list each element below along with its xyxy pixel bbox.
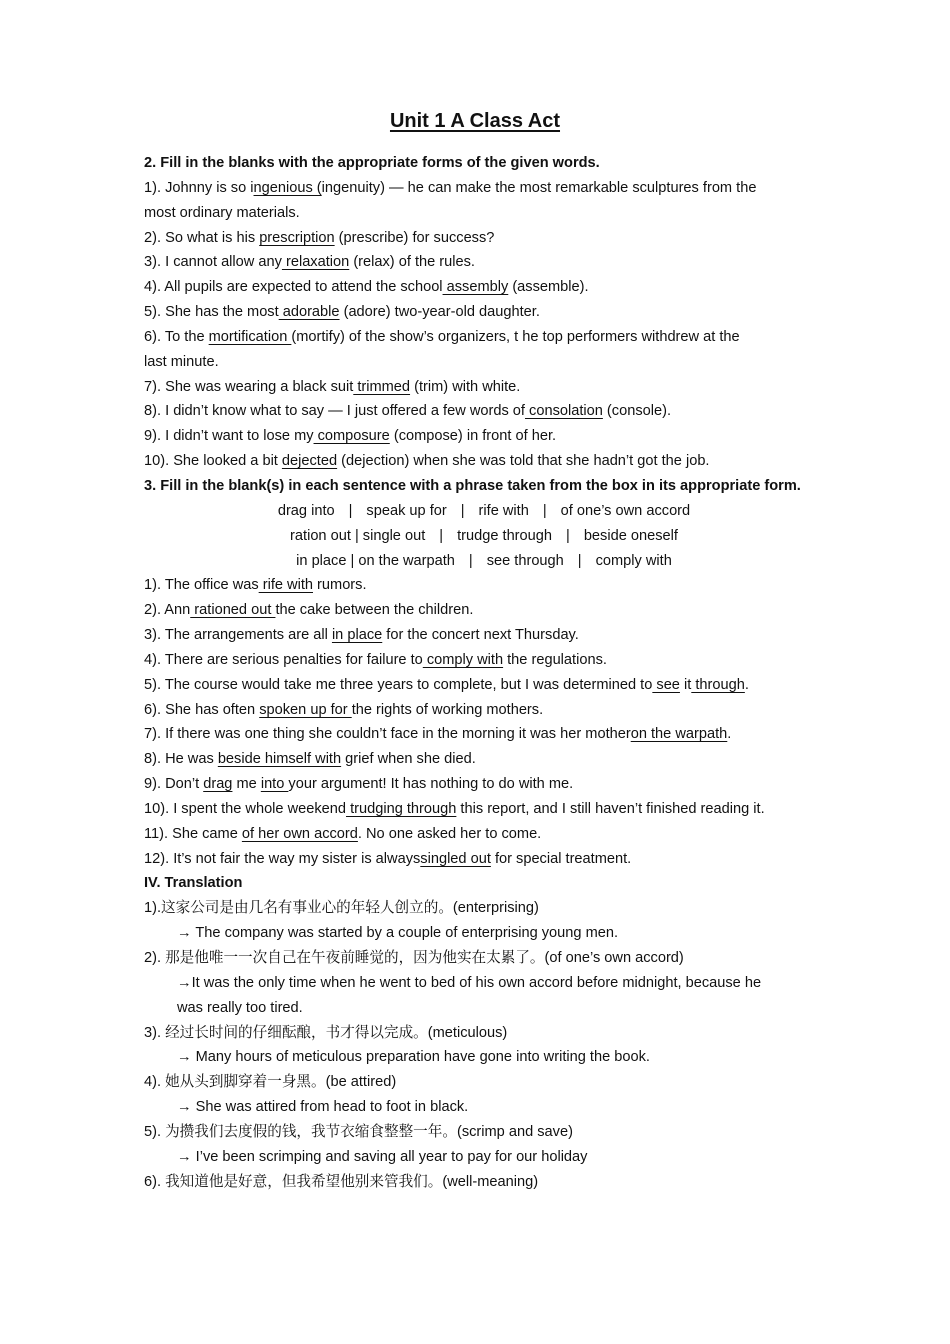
phrase-box-row-2: ration out | single out | trudge through | beside oneself: [290, 527, 678, 544]
translation-4-prompt: 4). 她从头到脚穿着一身黑。(be attired): [144, 1074, 397, 1091]
s3-item-8: 8). He was beside himself with grief when she died.: [144, 751, 476, 768]
s3-item-6: 6). She has often spoken up for the rights of working mothers.: [144, 701, 544, 718]
s2-item-8: 8). I didn’t know what to say — I just offered a few words of consolation (console).: [144, 403, 672, 420]
translation-2-answer: →It was the only time when he went to bed of his own accord before midnight, because he: [177, 974, 762, 991]
translation-3-answer: → Many hours of meticulous preparation have gone into writing the book.: [177, 1049, 650, 1066]
s2-item-6-cont: last minute.: [144, 353, 219, 370]
s2-item-6: 6). To the mortification (mortify) of the show’s organizers, t he top performers withdrew at the: [144, 328, 740, 345]
s3-item-4: 4). There are serious penalties for failure to comply with the regulations.: [144, 651, 607, 668]
s3-item-2: 2). Ann rationed out the cake between the children.: [144, 602, 474, 619]
s3-item-10: 10). I spent the whole weekend trudging through this report, and I still haven’t finished reading it.: [144, 800, 765, 817]
translation-2-answer-cont: was really too tired.: [177, 999, 303, 1016]
worksheet-body: [144, 151, 824, 1194]
s3-item-3: 3). The arrangements are all in place for the concert next Thursday.: [144, 627, 579, 644]
s2-item-4: 4). All pupils are expected to attend the school assembly (assemble).: [144, 279, 589, 296]
section-4-heading: IV. Translation: [144, 875, 243, 892]
s3-item-5: 5). The course would take me three years to complete, but I was determined to see it through.: [144, 676, 749, 693]
translation-2-prompt: 2). 那是他唯一一次自己在午夜前睡觉的，因为他实在太累了。(of one’s own accord): [144, 950, 684, 966]
translation-1-prompt: 1).这家公司是由几名有事业心的年轻人创立的。(enterprising): [144, 900, 539, 917]
s2-item-7: 7). She was wearing a black suit trimmed (trim) with white.: [144, 378, 521, 395]
s2-item-1: 1). Johnny is so ingenious (ingenuity) — he can make the most remarkable sculptures from the: [144, 179, 757, 196]
s3-item-7: 7). If there was one thing she couldn’t face in the morning it was her motheron the warpath.: [144, 726, 732, 743]
unit-title: Unit 1 A Class Act: [389, 110, 561, 132]
s2-item-9: 9). I didn’t want to lose my composure (compose) in front of her.: [144, 428, 557, 445]
phrase-box-row-3: in place | on the warpath | see through | comply with: [296, 552, 672, 569]
s2-item-2: 2). So what is his prescription (prescribe) for success?: [144, 229, 495, 246]
s3-item-11: 11). She came of her own accord. No one asked her to come.: [144, 825, 542, 842]
section-3-heading: 3. Fill in the blank(s) in each sentence with a phrase taken from the box in its appropriate form.: [144, 477, 801, 494]
translation-1-answer: → The company was started by a couple of enterprising young men.: [177, 925, 619, 942]
s2-item-5: 5). She has the most adorable (adore) two-year-old daughter.: [144, 304, 540, 321]
s2-item-10: 10). She looked a bit dejected (dejection) when she was told that she hadn’t got the job.: [144, 453, 710, 470]
s2-item-1-cont: most ordinary materials.: [144, 204, 300, 221]
translation-6-prompt: 6). 我知道他是好意，但我希望他别来管我们。(well-meaning): [144, 1173, 539, 1190]
translation-4-answer: → She was attired from head to foot in black.: [177, 1099, 469, 1116]
translation-5-answer: → I’ve been scrimping and saving all year to pay for our holiday: [177, 1148, 588, 1165]
translation-3-prompt: 3). 经过长时间的仔细酝酿，书才得以完成。(meticulous): [144, 1024, 508, 1041]
s3-item-12: 12). It’s not fair the way my sister is alwayssingled out for special treatment.: [144, 850, 632, 867]
phrase-box-row-1: drag into | speak up for | rife with | of one’s own accord: [277, 502, 691, 519]
s3-item-1: 1). The office was rife with rumors.: [144, 577, 367, 594]
s3-item-9: 9). Don’t drag me into your argument! It has nothing to do with me.: [144, 776, 574, 793]
section-2-heading: 2. Fill in the blanks with the appropriate forms of the given words.: [144, 155, 600, 171]
s2-item-3: 3). I cannot allow any relaxation (relax) of the rules.: [144, 254, 475, 271]
translation-5-prompt: 5). 为攒我们去度假的钱，我节衣缩食整整一年。(scrimp and save): [144, 1123, 573, 1140]
